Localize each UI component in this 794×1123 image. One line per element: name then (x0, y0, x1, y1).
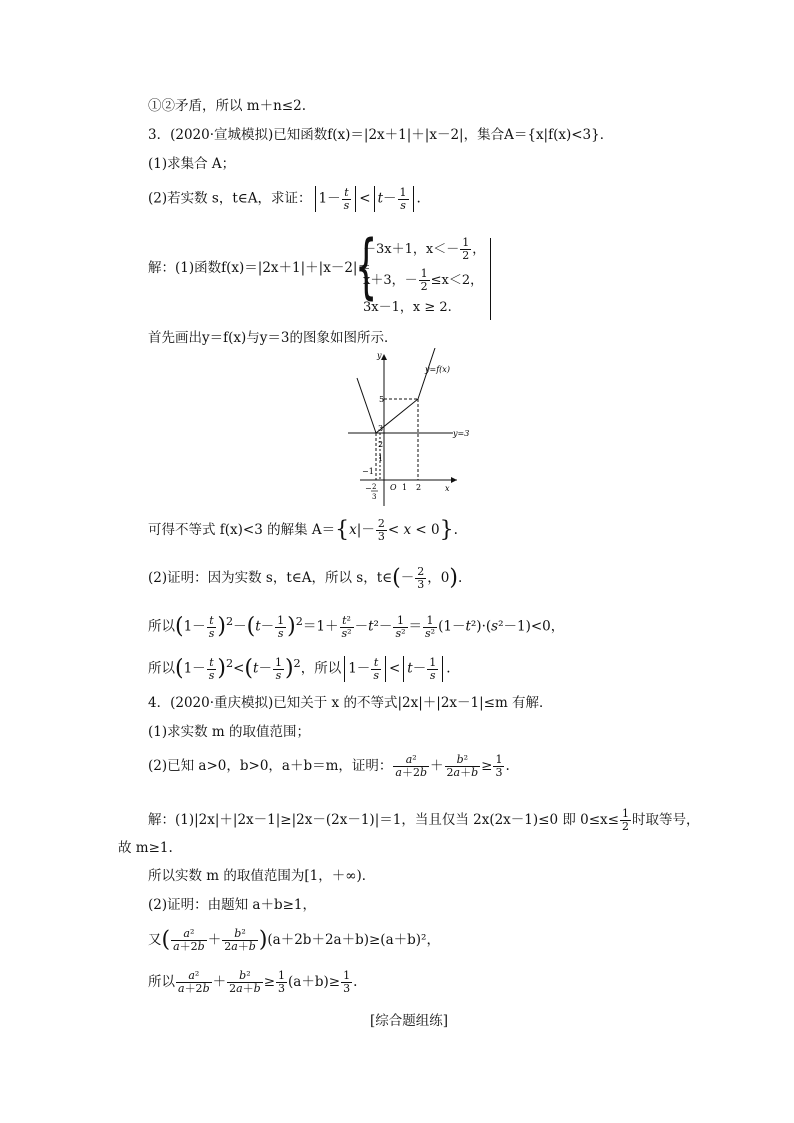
brace-right (490, 238, 492, 320)
tick-label: 3 (378, 424, 384, 433)
solution-line: 解：(1)|2x|＋|2x－1|≥|2x－(2x－1)|＝1，当且仅当 2x(2x－1)≤0 即 0≤x≤ $\frac{1}{2}$ 时取等号， (148, 807, 700, 833)
proof-line: 所以(1－ $\frac{t}{s}$ )$^2$－(t－ $\frac{1}{s}$ )$^2$＝1＋ $\frac{\text{t²}}{\text{s²}}$ －t²－ $\frac{1}{\text{s²}}$ ＝ $\frac{1}{\text{s²}}$ (1－t²)·(s²－1)<0， (148, 613, 565, 640)
function-graph (345, 348, 495, 508)
brace-left: { (355, 225, 378, 307)
axis-label-y: y (377, 351, 382, 360)
piecewise-case-1: －3x＋1，x＜－ $\frac{1}{2}$ ， (363, 236, 486, 262)
problem-4-part2: (2)已知 a>0，b>0，a＋b＝m，证明： $\frac{\text{a²}}{a+2b}$ ＋ $\frac{\text{b²}}{2a+b}$ ≥ $\frac{1}{3}$ . (148, 753, 510, 779)
label-y3: y=3 (453, 429, 470, 438)
proof-line: 所以 $\frac{\text{a²}}{a+2b}$ ＋ $\frac{\text{b²}}{2a+b}$ ≥ $\frac{1}{3}$ (a＋b)≥ $\frac{1}{3}$ . (148, 969, 358, 995)
solution-line: 解：(1)函数f(x)＝|2x＋1|＋|x－2|＝ (148, 260, 371, 276)
proof-line: 所以(1－ $\frac{t}{s}$ )$^2$<(t－ $\frac{1}{s}$ )$^2$，所以 1－ $\frac{t}{s}$ < t－ $\frac{1}{s}$ . (148, 655, 451, 682)
text-span: (a＋b)≥ (288, 974, 341, 990)
y-axis-arrow (381, 354, 387, 360)
text-span: x＋3，－ (363, 273, 418, 288)
tick-frac-num: 2 (372, 483, 377, 491)
text-span: 所以 (148, 974, 175, 990)
text-span: ≤x＜2， (430, 273, 484, 288)
text-span: (2)若实数 s，t∈A，求证： (148, 190, 312, 207)
problem-3-part2: (2)若实数 s，t∈A，求证： 1－ $\frac{t}{s}$ < t－ $\frac{1}{s}$ . (148, 185, 421, 212)
text-span: 可得不等式 f(x)<3 的解集 A＝ (148, 522, 336, 538)
text-line: (1)求实数 m 的取值范围； (148, 724, 311, 740)
text-line: 故 m≥1. (118, 840, 173, 856)
piecewise-case-3: 3x－1，x ≥ 2. (363, 300, 452, 315)
label-fx: y=f(x) (425, 365, 450, 374)
text-span: 又 (148, 932, 162, 948)
origin-label: O (390, 483, 397, 492)
text-line: 首先画出y＝f(x)与y＝3的图象如图所示． (148, 330, 398, 346)
text-span: (2)已知 a>0，b>0，a＋b＝m，证明： (148, 758, 393, 774)
text-line: 所以实数 m 的取值范围为[1，＋∞)． (148, 868, 376, 884)
proof-line: 又( $\frac{\text{a²}}{a+2b}$ ＋ $\frac{\text{b²}}{2a+b}$ )(a＋2b＋2a＋b)≥(a＋b)²， (148, 927, 440, 953)
tick-label: 1 (378, 454, 384, 463)
tick-label: −1 (362, 467, 374, 476)
problem-4-statement: 4．(2020·重庆模拟)已知关于 x 的不等式|2x|＋|2x－1|≤m 有解． (148, 695, 553, 711)
text-span: 所以 (148, 660, 175, 677)
text-span: (a＋2b＋2a＋b)≥(a＋b)²， (267, 932, 440, 948)
text-line: (2)证明：由题知 a＋b≥1， (148, 897, 317, 913)
text-span: 所以 (148, 618, 175, 635)
tick-label: 5 (379, 395, 385, 404)
text-span: －3x＋1，x＜－ (363, 242, 460, 257)
proof-line: (2)证明：因为实数 s，t∈A，所以 s，t∈(－ $\frac{2}{3}$ ，0). (148, 565, 463, 591)
problem-3-statement: 3．(2020·宣城模拟)已知函数f(x)＝|2x＋1|＋|x－2|，集合A＝{x|f(x)<3}． (148, 127, 614, 143)
tick-frac-den: 3 (372, 493, 377, 501)
tick-label: 2 (416, 483, 422, 492)
text-line: (1)求集合 A； (148, 156, 236, 172)
section-footer: [综合题组练] (370, 1013, 449, 1029)
text-span: 解：(1)|2x|＋|2x－1|≥|2x－(2x－1)|＝1，当且仅当 2x(2x－1)≤0 即 0≤x≤ (148, 812, 619, 828)
x-axis-arrow (451, 477, 457, 483)
text-line: ①②矛盾，所以 m＋n≤2. (148, 98, 306, 114)
fx-left-segment (357, 378, 376, 433)
piecewise-case-2: x＋3，－ $\frac{1}{2}$ ≤x＜2， (363, 267, 484, 293)
tick-label: 2 (378, 440, 384, 449)
tick-label: − (365, 484, 372, 493)
text-span: (2)证明：因为实数 s，t∈A，所以 s，t∈ (148, 570, 393, 586)
text-span: 时取等号， (631, 812, 700, 828)
solution-set-line: 可得不等式 f(x)<3 的解集 A＝{x|－ $\frac{2}{3}$ < x < 0}. (148, 517, 458, 543)
axis-label-x: x (445, 484, 450, 493)
fx-right-segment (376, 348, 435, 433)
tick-label: 1 (402, 483, 408, 492)
